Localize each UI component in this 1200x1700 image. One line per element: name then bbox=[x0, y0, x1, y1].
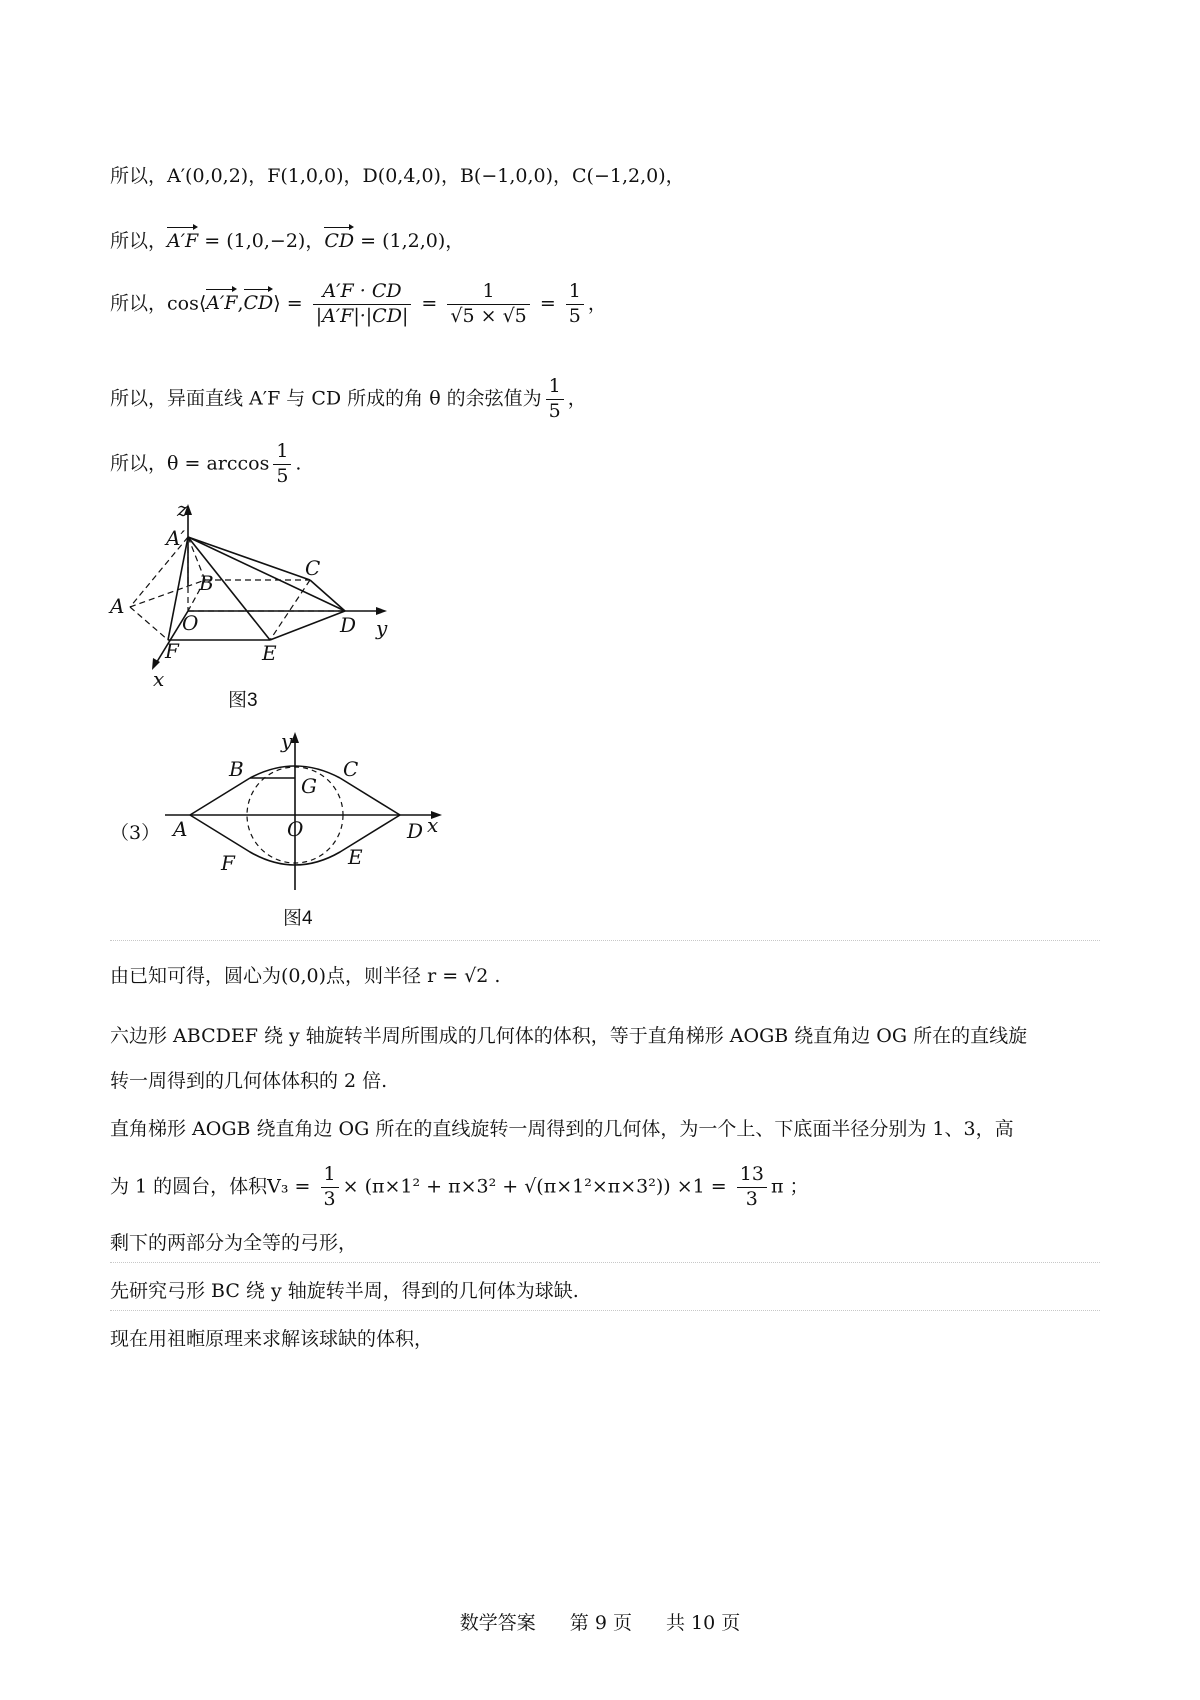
fig3-label-e: E bbox=[262, 641, 277, 665]
angle-cosine-line: 所以，异面直线 A′F 与 CD 所成的角 θ 的余弦值为 $\frac{1}{5}$ ， bbox=[110, 375, 587, 422]
result-fraction: $\frac{1}{5}$ bbox=[566, 280, 584, 329]
fig4-label-f: F bbox=[221, 851, 235, 875]
fig4-label-c: C bbox=[343, 757, 359, 781]
footer-page-number: 第 9 页 bbox=[569, 1612, 632, 1634]
fig4-label-x: x bbox=[427, 813, 439, 837]
cosine-vec1: A′F bbox=[206, 292, 238, 315]
volume-fraction-result: $\frac{13}{3}$ bbox=[737, 1163, 767, 1212]
figure-3-diagram bbox=[100, 500, 400, 715]
section-divider bbox=[110, 940, 1100, 941]
segments-paragraph: 剩下的两部分为全等的弓形， bbox=[110, 1232, 358, 1254]
vector-cd: CD bbox=[324, 230, 355, 252]
fig3-label-a-prime: A′ bbox=[166, 526, 185, 550]
figure-4-diagram bbox=[155, 730, 445, 905]
fig3-label-b: B bbox=[199, 571, 214, 595]
fig4-label-g: G bbox=[301, 774, 317, 798]
vector-af: A′F bbox=[167, 230, 199, 252]
cosine-vec2: CD bbox=[243, 292, 274, 315]
sqrt-fraction: $\frac{1}{√5 \times √5}$ bbox=[447, 280, 529, 329]
fig4-label-b: B bbox=[229, 757, 244, 781]
vector-af-value: = (1,0,−2)， bbox=[198, 230, 325, 252]
page-footer bbox=[0, 1608, 1200, 1635]
divider-3 bbox=[110, 1310, 1100, 1311]
footer-subject: 数学答案 bbox=[459, 1612, 536, 1634]
volume-fraction-third: $\frac{1}{3}$ bbox=[321, 1163, 339, 1212]
cosine-equals: ⟩ = bbox=[273, 292, 309, 315]
fig3-label-x: x bbox=[153, 667, 165, 691]
fig3-label-a: A bbox=[110, 594, 125, 618]
arccos-fraction: $\frac{1}{5}$ bbox=[273, 440, 291, 489]
fig4-label-y: y bbox=[281, 730, 293, 753]
fig3-label-y: y bbox=[376, 616, 388, 640]
arccos-line: 所以，θ = arccos $\frac{1}{5}$ . bbox=[110, 440, 302, 487]
angle-cosine-fraction: $\frac{1}{5}$ bbox=[546, 375, 564, 424]
fig3-label-c: C bbox=[305, 556, 321, 580]
figure-3-caption: 图3 bbox=[228, 690, 258, 711]
radius-paragraph: 由已知可得，圆心为(0,0)点，则半径 r = √2 . bbox=[110, 965, 501, 987]
fig4-label-a: A bbox=[173, 817, 188, 841]
trapezoid-paragraph-line-1: 直角梯形 AOGB 绕直角边 OG 所在的直线旋转一周得到的几何体，为一个上、下底面半径分别为 1、3，高 bbox=[110, 1118, 1014, 1140]
fig3-label-d: D bbox=[340, 613, 357, 637]
fig4-label-d: D bbox=[407, 819, 424, 843]
cosine-prefix: 所以，cos⟨ bbox=[110, 292, 207, 315]
vector-cd-value: = (1,2,0)， bbox=[354, 230, 465, 252]
coordinates-line bbox=[110, 165, 685, 188]
fig4-label-e: E bbox=[348, 845, 363, 869]
coordinates-text: 所以，A′(0,0,2)，F(1,0,0)，D(0,4,0)，B(−1,0,0)，C(−1,2,0)， bbox=[110, 165, 685, 187]
fig4-label-o: O bbox=[287, 817, 304, 841]
fig3-label-z: z bbox=[177, 500, 188, 521]
footer-total-pages: 共 10 页 bbox=[666, 1612, 741, 1634]
zu-geng-paragraph: 现在用祖暅原理来求解该球缺的体积， bbox=[110, 1328, 434, 1350]
arccos-text: 所以，θ = arccos bbox=[110, 452, 270, 475]
figure-4-caption: 图4 bbox=[283, 908, 313, 929]
divider-2 bbox=[110, 1262, 1100, 1263]
fig3-label-o: O bbox=[182, 611, 199, 635]
hexagon-paragraph-line-2: 转一周得到的几何体体积的 2 倍. bbox=[110, 1070, 388, 1092]
angle-cosine-text: 所以，异面直线 A′F 与 CD 所成的角 θ 的余弦值为 bbox=[110, 387, 542, 410]
vectors-line bbox=[110, 230, 464, 253]
cosine-line: 所以，cos⟨A′F,CD⟩ = $\frac{A'F \cdot CD}{|A'F|\cdot|CD|}$ = $\frac{1}{√5 \times √5}$ = $\frac{1}{5}$ ， bbox=[110, 280, 607, 327]
cosine-fraction: $\frac{A'F \cdot CD}{|A'F|\cdot|CD|}$ bbox=[313, 280, 412, 329]
part-3-label: （3） bbox=[110, 822, 161, 844]
trapezoid-volume-line: 为 1 的圆台，体积V₃ = $\frac{1}{3}$ × (π×1² + π×3² + √(π×1²×π×3²)) ×1 = $\frac{13}{3}$ π ； bbox=[110, 1163, 809, 1210]
vectors-prefix: 所以， bbox=[110, 230, 168, 252]
segment-bc-paragraph: 先研究弓形 BC 绕 y 轴旋转半周，得到的几何体为球缺. bbox=[110, 1280, 579, 1302]
hexagon-paragraph-line-1: 六边形 ABCDEF 绕 y 轴旋转半周所围成的几何体的体积，等于直角梯形 AOGB 绕直角边 OG 所在的直线旋 bbox=[110, 1025, 1028, 1047]
fig3-label-f: F bbox=[165, 639, 179, 663]
